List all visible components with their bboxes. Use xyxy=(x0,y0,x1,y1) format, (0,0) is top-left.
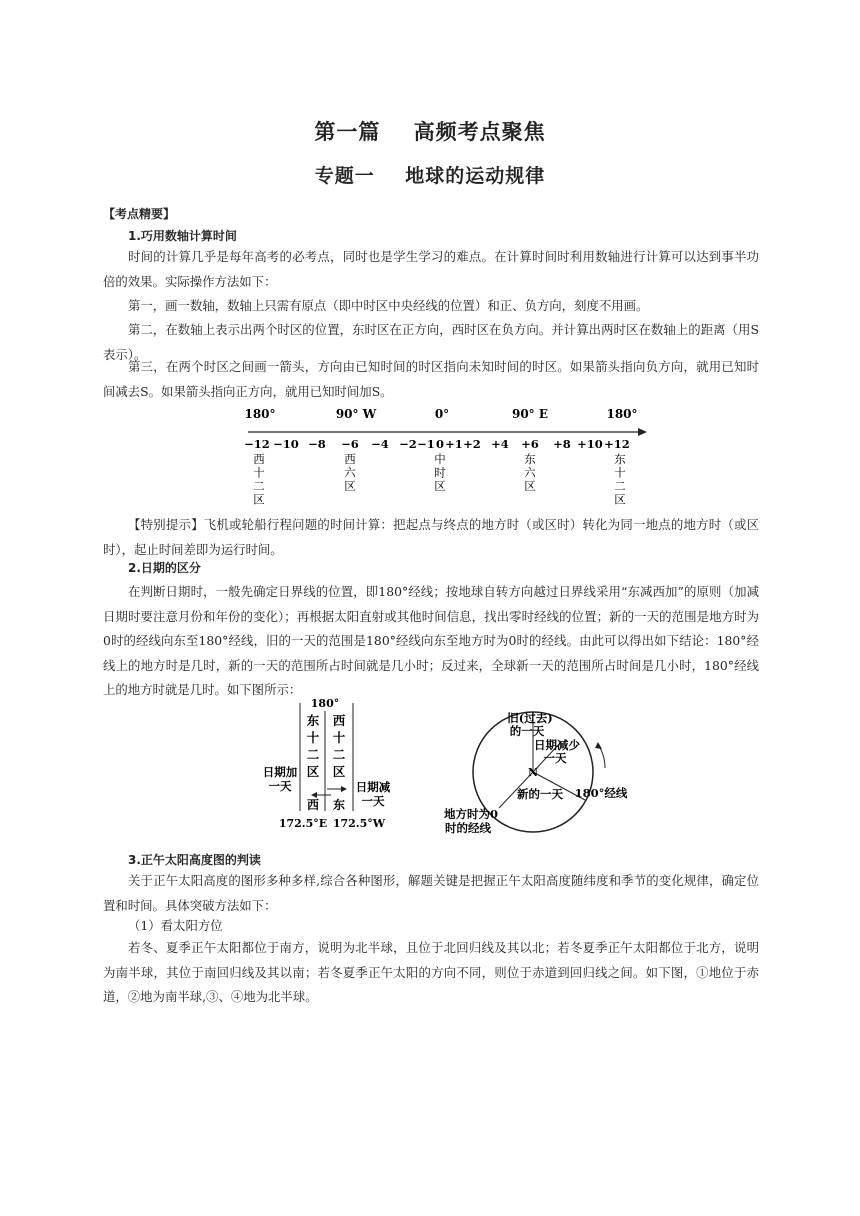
sec3-subheading: （1）看太阳方位 xyxy=(128,918,223,933)
zone-label-char: 六 xyxy=(524,465,536,480)
sec3-paragraph-1: 关于正午太阳高度的图形多种多样,综合各种图形，解题关键是把握正午太阳高度随纬度和季节的变化规律，确定位置和时间。具体突破方法如下： xyxy=(103,873,759,913)
zone-label-char: 区 xyxy=(344,479,356,493)
sec2-paragraph-1: 在判断日期时，一般先确定日界线的位置，即180°经线；按地球自转方向越过日界线采用“东减西加”的原则（加减日期时要注意月份和年份的变化）；再根据太阳直射或其他时间信息，找出零时经线的位置；新的一天的范围是地方时为0时的经线向东至180°经线，旧的一天的范围是180°经线向东至地方时为0时的经线。由此可以得出如下结论：180°经线上的地方时是几时，新的一天的范围所占时间就是几小时；反过来，全球新一天的范围所占时间是几小时，180°经线上的地方时就是几时。如下图所示： xyxy=(103,584,759,697)
sec1-paragraph-4: 第三，在两个时区之间画一箭头，方向由已知时间的时区指向未知时间的时区。如果箭头指向负方向，就用已知时间减去S。如果箭头指向正方向，就用已知时间加S。 xyxy=(103,359,759,399)
zone-label-char: 东 xyxy=(614,452,626,466)
zone-label-char: 区 xyxy=(524,479,536,493)
lon180-label: 180°经线 xyxy=(574,786,628,800)
axis-tick-label: −10 xyxy=(273,437,299,451)
axis-tick-label: +12 xyxy=(604,437,630,451)
rotation-arrow xyxy=(599,746,605,768)
dateline-left-char: 二 xyxy=(306,747,320,762)
axis-top-label: 90° W xyxy=(335,407,377,421)
zone-label-char: 区 xyxy=(253,492,265,507)
axis-tick-label: 0 xyxy=(435,437,445,451)
zone-label-char: 二 xyxy=(253,479,265,493)
axis-arrowhead xyxy=(638,428,647,436)
dateline-diagram xyxy=(255,693,415,833)
special-tip: 【特别提示】飞机或轮船行程问题的时间计算：把起点与终点的地方时（或区时）转化为同一地点的地方时（或区时），起止时间差即为运行时间。 xyxy=(103,517,759,557)
zone-label-char: 区 xyxy=(434,479,446,493)
axis-top-label: 90° E xyxy=(511,407,549,421)
dateline-right-char: 二 xyxy=(332,747,346,762)
sub-day-label-2: 一天 xyxy=(361,794,385,808)
polar-view-diagram xyxy=(435,700,655,840)
dateline-top-label: 180° xyxy=(310,697,340,710)
axis-tick-label: −12 xyxy=(244,437,270,451)
sec1-paragraph-2: 第一，画一数轴，数轴上只需有原点（即中时区中央经线的位置）和正、负方向，刻度不用画。 xyxy=(128,298,649,313)
sub-day-label-1: 日期减 xyxy=(355,780,391,794)
north-pole-label: N xyxy=(527,766,539,779)
add-day-label-1: 日期加 xyxy=(262,765,298,779)
sec3-paragraph-2: 若冬、夏季正午太阳都位于南方，说明为北半球，且位于北回归线及其以北；若冬夏季正午太阳都位于北方，说明为南半球，其位于南回归线及其以南；若冬夏季正午太阳的方向不同，则位于赤道到回归线之间。如下图，①地位于赤道，②地为南半球,③、④地为北半球。 xyxy=(103,940,759,1004)
sec1-paragraph-3: 第二，在数轴上表示出两个时区的位置，东时区在正方向，西时区在负方向。并计算出两时区在数轴上的距离（用S表示）。 xyxy=(103,322,759,362)
old-day-label-2: 的一天 xyxy=(509,724,545,738)
dateline-left-char: 区 xyxy=(306,764,320,779)
axis-tick-label: −8 xyxy=(308,437,326,451)
dateline-left-char: 东 xyxy=(306,713,320,728)
zone-label-char: 东 xyxy=(524,452,536,466)
axis-tick-label: −2 xyxy=(399,437,417,451)
lon-172e-label: 172.5°E xyxy=(278,817,328,830)
axis-tick-label: +4 xyxy=(491,437,509,451)
zone-label-char: 十 xyxy=(253,465,265,480)
zone-label-char: 十 xyxy=(614,465,626,480)
add-day-label-2: 一天 xyxy=(268,779,292,793)
minus-day-label-1: 日期减少 xyxy=(534,738,580,752)
east-label: 东 xyxy=(332,798,346,812)
section-label: 【考点精要】 xyxy=(103,207,176,221)
dateline-right-char: 十 xyxy=(332,730,346,745)
old-day-label-1: 旧(过去) xyxy=(507,711,553,725)
axis-tick-label: −4 xyxy=(371,437,389,451)
zone-label-char: 中 xyxy=(434,452,446,466)
zone-label-char: 西 xyxy=(344,452,356,466)
axis-top-label: 180° xyxy=(244,407,276,421)
timezone-number-axis xyxy=(240,402,660,512)
minus-day-label-2: 一天 xyxy=(543,751,567,765)
page-subtitle: 专题一 地球的运动规律 xyxy=(314,165,546,187)
dateline-right-char: 西 xyxy=(332,713,346,728)
axis-tick-label: −1 xyxy=(417,437,435,451)
zone-label-char: 二 xyxy=(614,479,626,493)
sec2-heading: 2.日期的区分 xyxy=(128,561,201,575)
axis-tick-label: +1 xyxy=(445,437,463,451)
axis-top-label: 0° xyxy=(434,407,450,421)
dateline-right-char: 区 xyxy=(332,764,346,779)
axis-tick-label: +8 xyxy=(553,437,571,451)
axis-tick-label: +10 xyxy=(577,437,603,451)
zone-label-char: 六 xyxy=(344,465,356,480)
zone-label-char: 西 xyxy=(253,452,265,466)
lon-172w-label: 172.5°W xyxy=(332,817,386,830)
zone-label-char: 区 xyxy=(614,492,626,507)
axis-tick-label: +2 xyxy=(463,437,481,451)
new-day-label: 新的一天 xyxy=(517,787,563,801)
sec1-paragraph-1: 时间的计算几乎是每年高考的必考点，同时也是学生学习的难点。在计算时间时利用数轴进行计算可以达到事半功倍的效果。实际操作方法如下： xyxy=(103,249,759,289)
axis-tick-label: +6 xyxy=(521,437,539,451)
west-label: 西 xyxy=(306,798,320,812)
page-title: 第一篇 高频考点聚焦 xyxy=(314,120,546,144)
sec3-heading: 3.正午太阳高度图的判读 xyxy=(128,853,261,867)
axis-tick-label: −6 xyxy=(341,437,359,451)
zero-line-label-1: 地方时为0 xyxy=(443,807,499,821)
zone-label-char: 时 xyxy=(434,465,446,480)
dateline-left-char: 十 xyxy=(306,730,320,745)
sec1-heading: 1.巧用数轴计算时间 xyxy=(128,229,237,243)
zero-line-label-2: 时的经线 xyxy=(445,821,491,835)
axis-top-label: 180° xyxy=(606,407,638,421)
